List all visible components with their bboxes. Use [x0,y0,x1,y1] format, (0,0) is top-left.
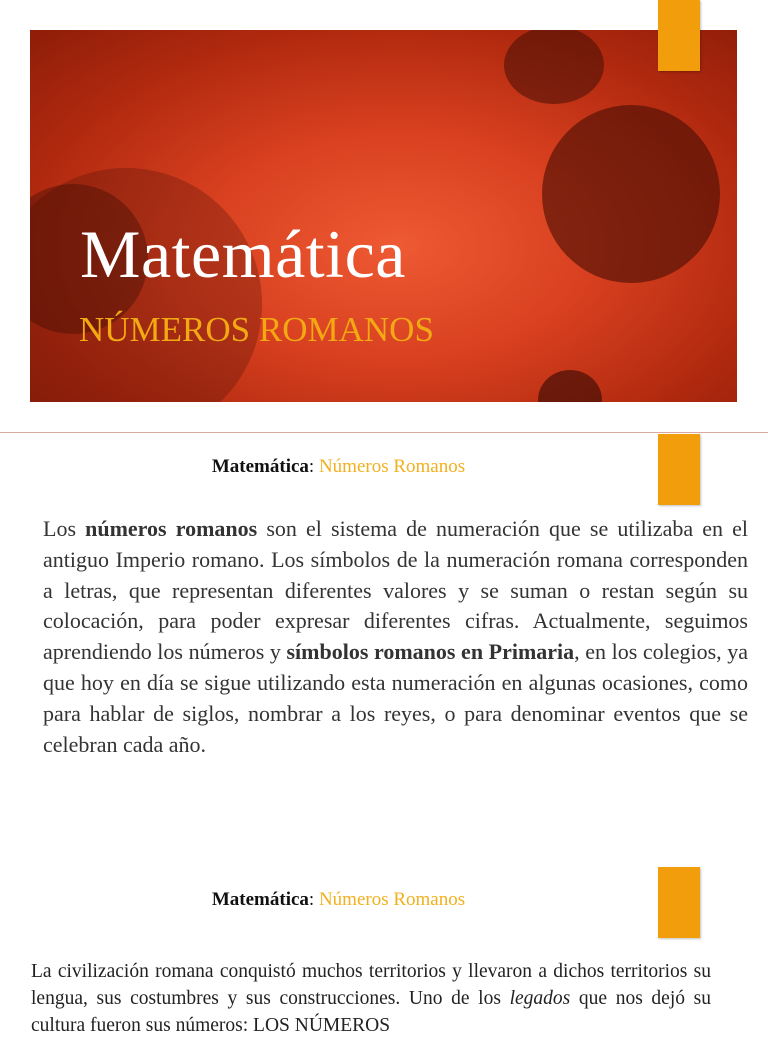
accent-bar [658,0,700,71]
slide-subtitle: NÚMEROS ROMANOS [79,310,434,349]
decorative-circle [504,30,604,104]
text-run: La civilización romana conquistó muchos territorios y llevaron a dichos territorios su lengua, sus costumbres y sus construcciones. Uno de los [31,961,711,1009]
body-paragraph [31,958,711,1039]
header-colon: : [308,889,315,910]
text-run: que nos dejó su cultura fueron sus números: LOS NÚMEROS [31,988,711,1036]
decorative-circle [542,105,720,283]
body-paragraph [43,514,748,760]
text-run: , en los colegios, ya que hoy en día se sigue utilizando esta numeración en algunas ocasiones, como para hablar de siglos, nombrar a los reyes, o para denominar eventos que se celebran cada año. [43,639,749,757]
slide-title: Matemática [80,216,406,292]
title-slide [30,30,737,402]
header-highlight: Números Romanos [318,456,466,477]
decorative-circle [538,370,602,402]
header-colon: : [308,456,315,477]
bold-run: símbolos romanos en Primaria [286,639,575,665]
header-bold: Matemática [211,456,309,477]
section-header [0,889,677,911]
italic-run: legados [509,988,571,1009]
bold-run: números romanos [85,516,258,541]
text-run: Los [43,516,86,541]
header-highlight: Números Romanos [318,889,466,910]
section-header [0,456,677,478]
page-divider [0,432,768,433]
header-bold: Matemática [211,889,309,910]
text-run: son el sistema de numeración que se utilizaba en el antiguo Imperio romano. Los símbolos de la numeración romana corresponden a letras, que representan diferentes valores y se suman o restan según su colocación, para poder expresar diferentes cifras. Actualmente, seguimos aprendiendo los números y [43,516,748,665]
